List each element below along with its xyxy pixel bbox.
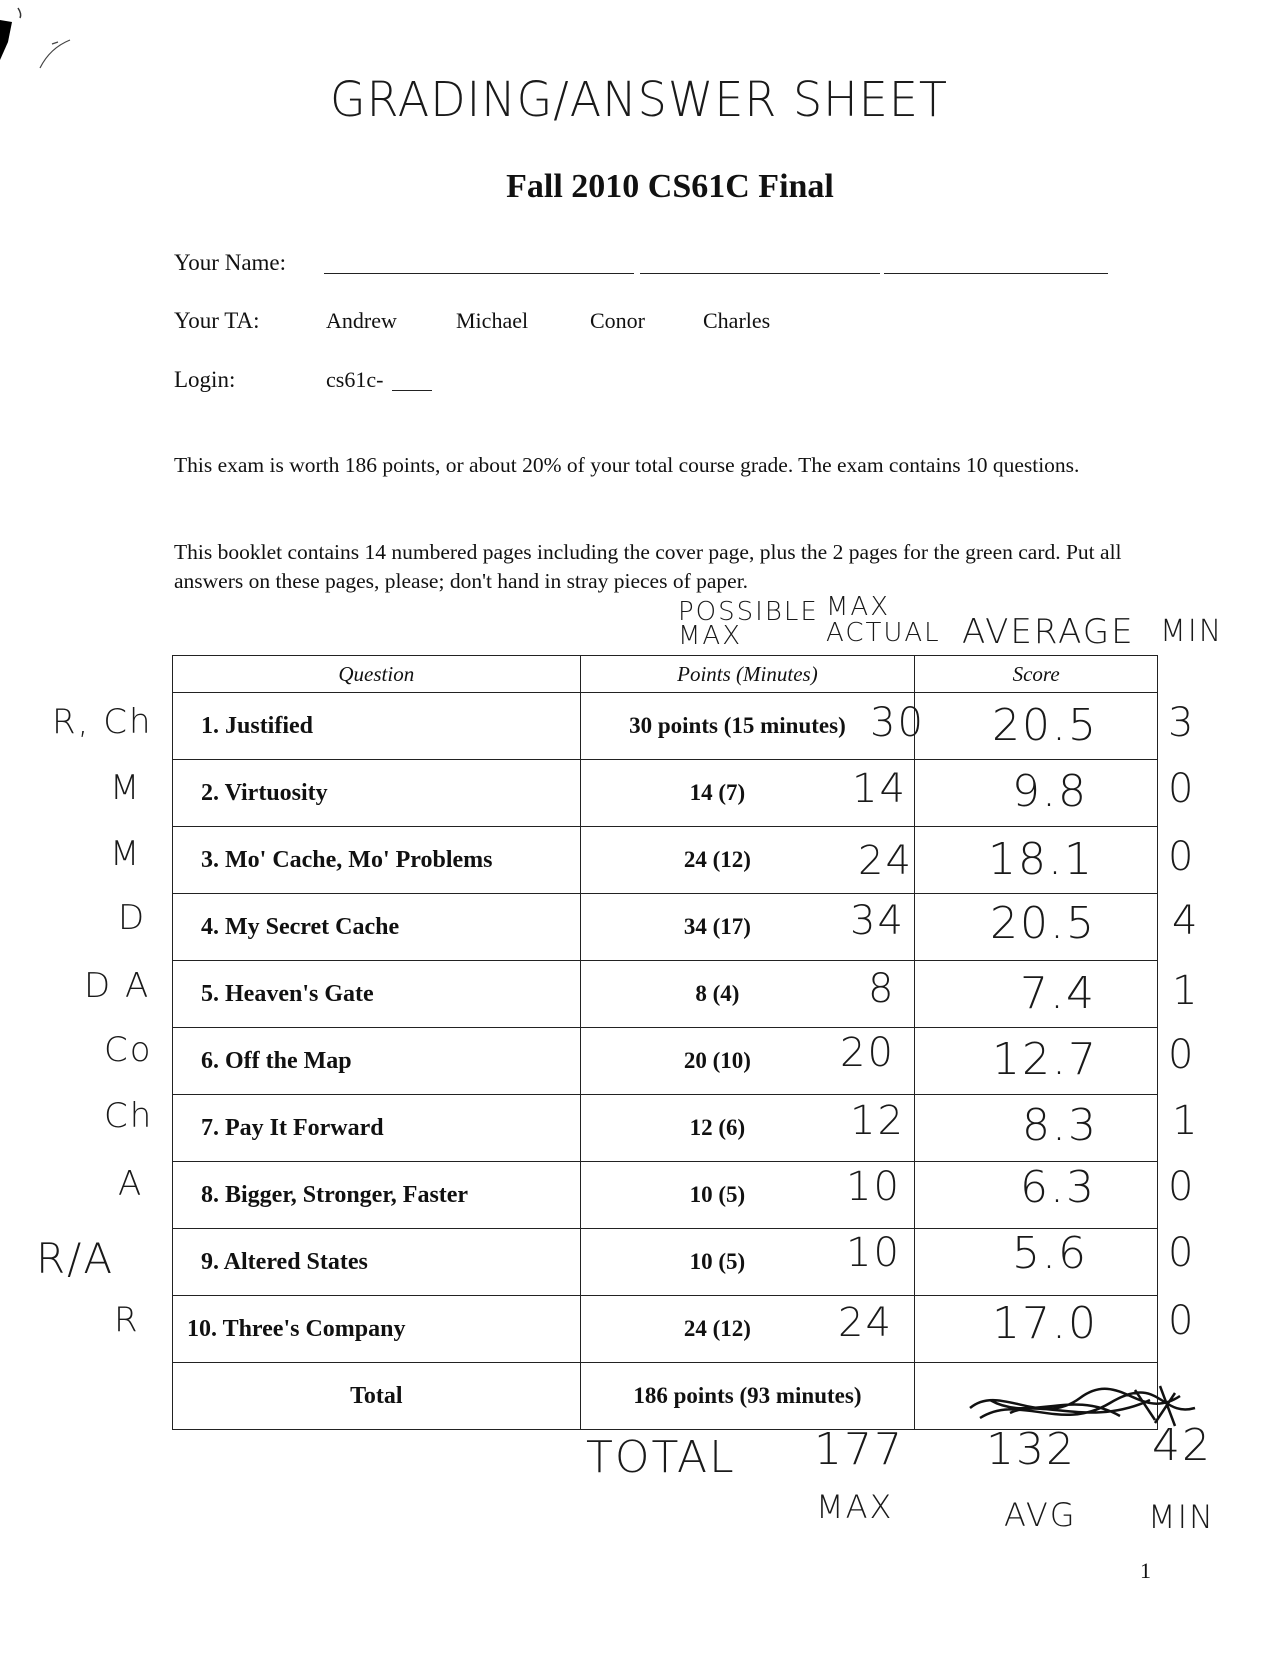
average-score-value: 6.3 [1020, 1162, 1096, 1213]
booklet-info-paragraph: This booklet contains 14 numbered pages including the cover page, plus the 2 pages for the green card. Put all answers on these pages, please; don't hand in stray pieces of paper. [174, 540, 1122, 593]
question-label: 6. Off the Map [173, 1028, 581, 1095]
question-column-header: Question [173, 656, 581, 693]
exam-info-paragraph: This exam is worth 186 points, or about 20% of your total course grade. The exam contains 10 questions. [174, 453, 1080, 477]
ta-option-andrew[interactable]: Andrew [326, 308, 397, 333]
grader-initials: R/A [36, 1234, 115, 1283]
question-label: 2. Virtuosity [173, 760, 581, 827]
average-score-value: 18.1 [988, 834, 1094, 885]
name-line-1[interactable] [324, 273, 634, 274]
total-min-value: 42 [1152, 1420, 1212, 1471]
ta-label: Your TA: [174, 308, 260, 333]
min-score-value: 0 [1168, 1164, 1196, 1210]
name-line-2 [640, 273, 880, 274]
grader-initials: Co [104, 1030, 153, 1070]
actual-max-value: 14 [852, 766, 907, 812]
average-score-value: 20.5 [990, 898, 1096, 949]
points-column-header: Points (Minutes) [580, 656, 915, 693]
total-label: Total [173, 1363, 581, 1430]
actual-max-value: 20 [840, 1030, 895, 1076]
name-label: Your Name: [174, 250, 287, 275]
points-value: 14 (7) [580, 760, 915, 827]
corner-scan-mark [0, 0, 80, 90]
actual-max-value: 24 [858, 838, 913, 884]
page-number: 1 [1140, 1558, 1151, 1583]
actual-max-value: 8 [868, 966, 896, 1012]
handwritten-title: GRADING/ANSWER SHEET [330, 70, 948, 128]
average-score-value: 12.7 [992, 1034, 1098, 1085]
login-label: Login: [174, 367, 236, 392]
grader-initials: M [110, 768, 142, 808]
total-avg-label: AVG [1004, 1496, 1077, 1534]
actual-max-value: 34 [850, 898, 905, 944]
actual-max-value: 10 [846, 1230, 901, 1276]
question-label: 10. Three's Company [173, 1296, 581, 1363]
login-prefix: cs61c- [326, 367, 384, 392]
points-value: 10 (5) [580, 1229, 915, 1296]
possible-max-header: POSSIBLE MAX [678, 597, 819, 651]
grader-initials: A [118, 1164, 144, 1204]
grader-initials: D [118, 898, 147, 938]
actual-max-value: 10 [846, 1164, 901, 1210]
grader-initials: R [114, 1300, 140, 1340]
question-label: 1. Justified [173, 693, 581, 760]
table-row [173, 1229, 1158, 1296]
actual-max-header: MAX ACTUAL [826, 592, 941, 648]
grader-initials: Ch [104, 1096, 154, 1136]
table-row [173, 961, 1158, 1028]
points-value: 24 (12) [580, 1296, 915, 1363]
question-label: 4. My Secret Cache [173, 894, 581, 961]
points-value: 8 (4) [580, 961, 915, 1028]
min-score-value: 1 [1172, 1098, 1200, 1144]
average-header: AVERAGE [962, 612, 1135, 652]
points-value: 34 (17) [580, 894, 915, 961]
min-score-value: 0 [1168, 1298, 1196, 1344]
grader-initials: M [110, 834, 142, 874]
exam-title: Fall 2010 CS61C Final [506, 168, 834, 205]
ta-option-michael[interactable]: Michael [456, 308, 529, 333]
average-score-value: 9.8 [1012, 766, 1088, 817]
actual-max-value: 12 [850, 1098, 905, 1144]
total-max-value: 177 [814, 1424, 904, 1475]
table-row [173, 1162, 1158, 1229]
totals-label: TOTAL [586, 1432, 736, 1483]
question-label: 9. Altered States [173, 1229, 581, 1296]
table-row [173, 760, 1158, 827]
min-score-value: 1 [1172, 968, 1200, 1014]
total-avg-value: 132 [986, 1424, 1076, 1475]
name-line-3 [884, 273, 1108, 274]
question-label: 8. Bigger, Stronger, Faster [173, 1162, 581, 1229]
average-score-value: 7.4 [1020, 968, 1096, 1019]
total-min-label: MIN [1148, 1498, 1215, 1536]
points-value: 24 (12) [580, 827, 915, 894]
min-score-value: 0 [1168, 1032, 1196, 1078]
table-header-row [173, 656, 1158, 693]
question-label: 3. Mo' Cache, Mo' Problems [173, 827, 581, 894]
min-header: MIN [1160, 614, 1224, 649]
grader-initials: R, Ch [52, 702, 153, 742]
total-max-label: MAX [816, 1488, 894, 1526]
login-blank[interactable] [392, 390, 432, 391]
grader-initials: D A [84, 966, 151, 1006]
table-row [173, 1095, 1158, 1162]
ta-option-charles[interactable]: Charles [703, 308, 771, 333]
average-score-value: 20.5 [992, 700, 1098, 751]
question-label: 5. Heaven's Gate [173, 961, 581, 1028]
average-score-value: 8.3 [1022, 1100, 1098, 1151]
min-score-value: 4 [1172, 898, 1200, 944]
ta-option-conor[interactable]: Conor [590, 308, 645, 333]
actual-max-value: 30 [870, 700, 925, 746]
points-value: 20 (10) [580, 1028, 915, 1095]
actual-max-value: 24 [838, 1300, 893, 1346]
points-value: 12 (6) [580, 1095, 915, 1162]
min-score-value: 0 [1168, 834, 1196, 880]
question-label: 7. Pay It Forward [173, 1095, 581, 1162]
min-score-value: 0 [1168, 1230, 1196, 1276]
average-score-value: 5.6 [1012, 1228, 1088, 1279]
total-points: 186 points (93 minutes) [580, 1363, 915, 1430]
points-value: 30 points (15 minutes) [580, 693, 915, 760]
score-column-header: Score [915, 656, 1158, 693]
min-score-value: 3 [1168, 700, 1196, 746]
min-score-value: 0 [1168, 766, 1196, 812]
average-score-value: 17.0 [992, 1298, 1098, 1349]
points-value: 10 (5) [580, 1162, 915, 1229]
